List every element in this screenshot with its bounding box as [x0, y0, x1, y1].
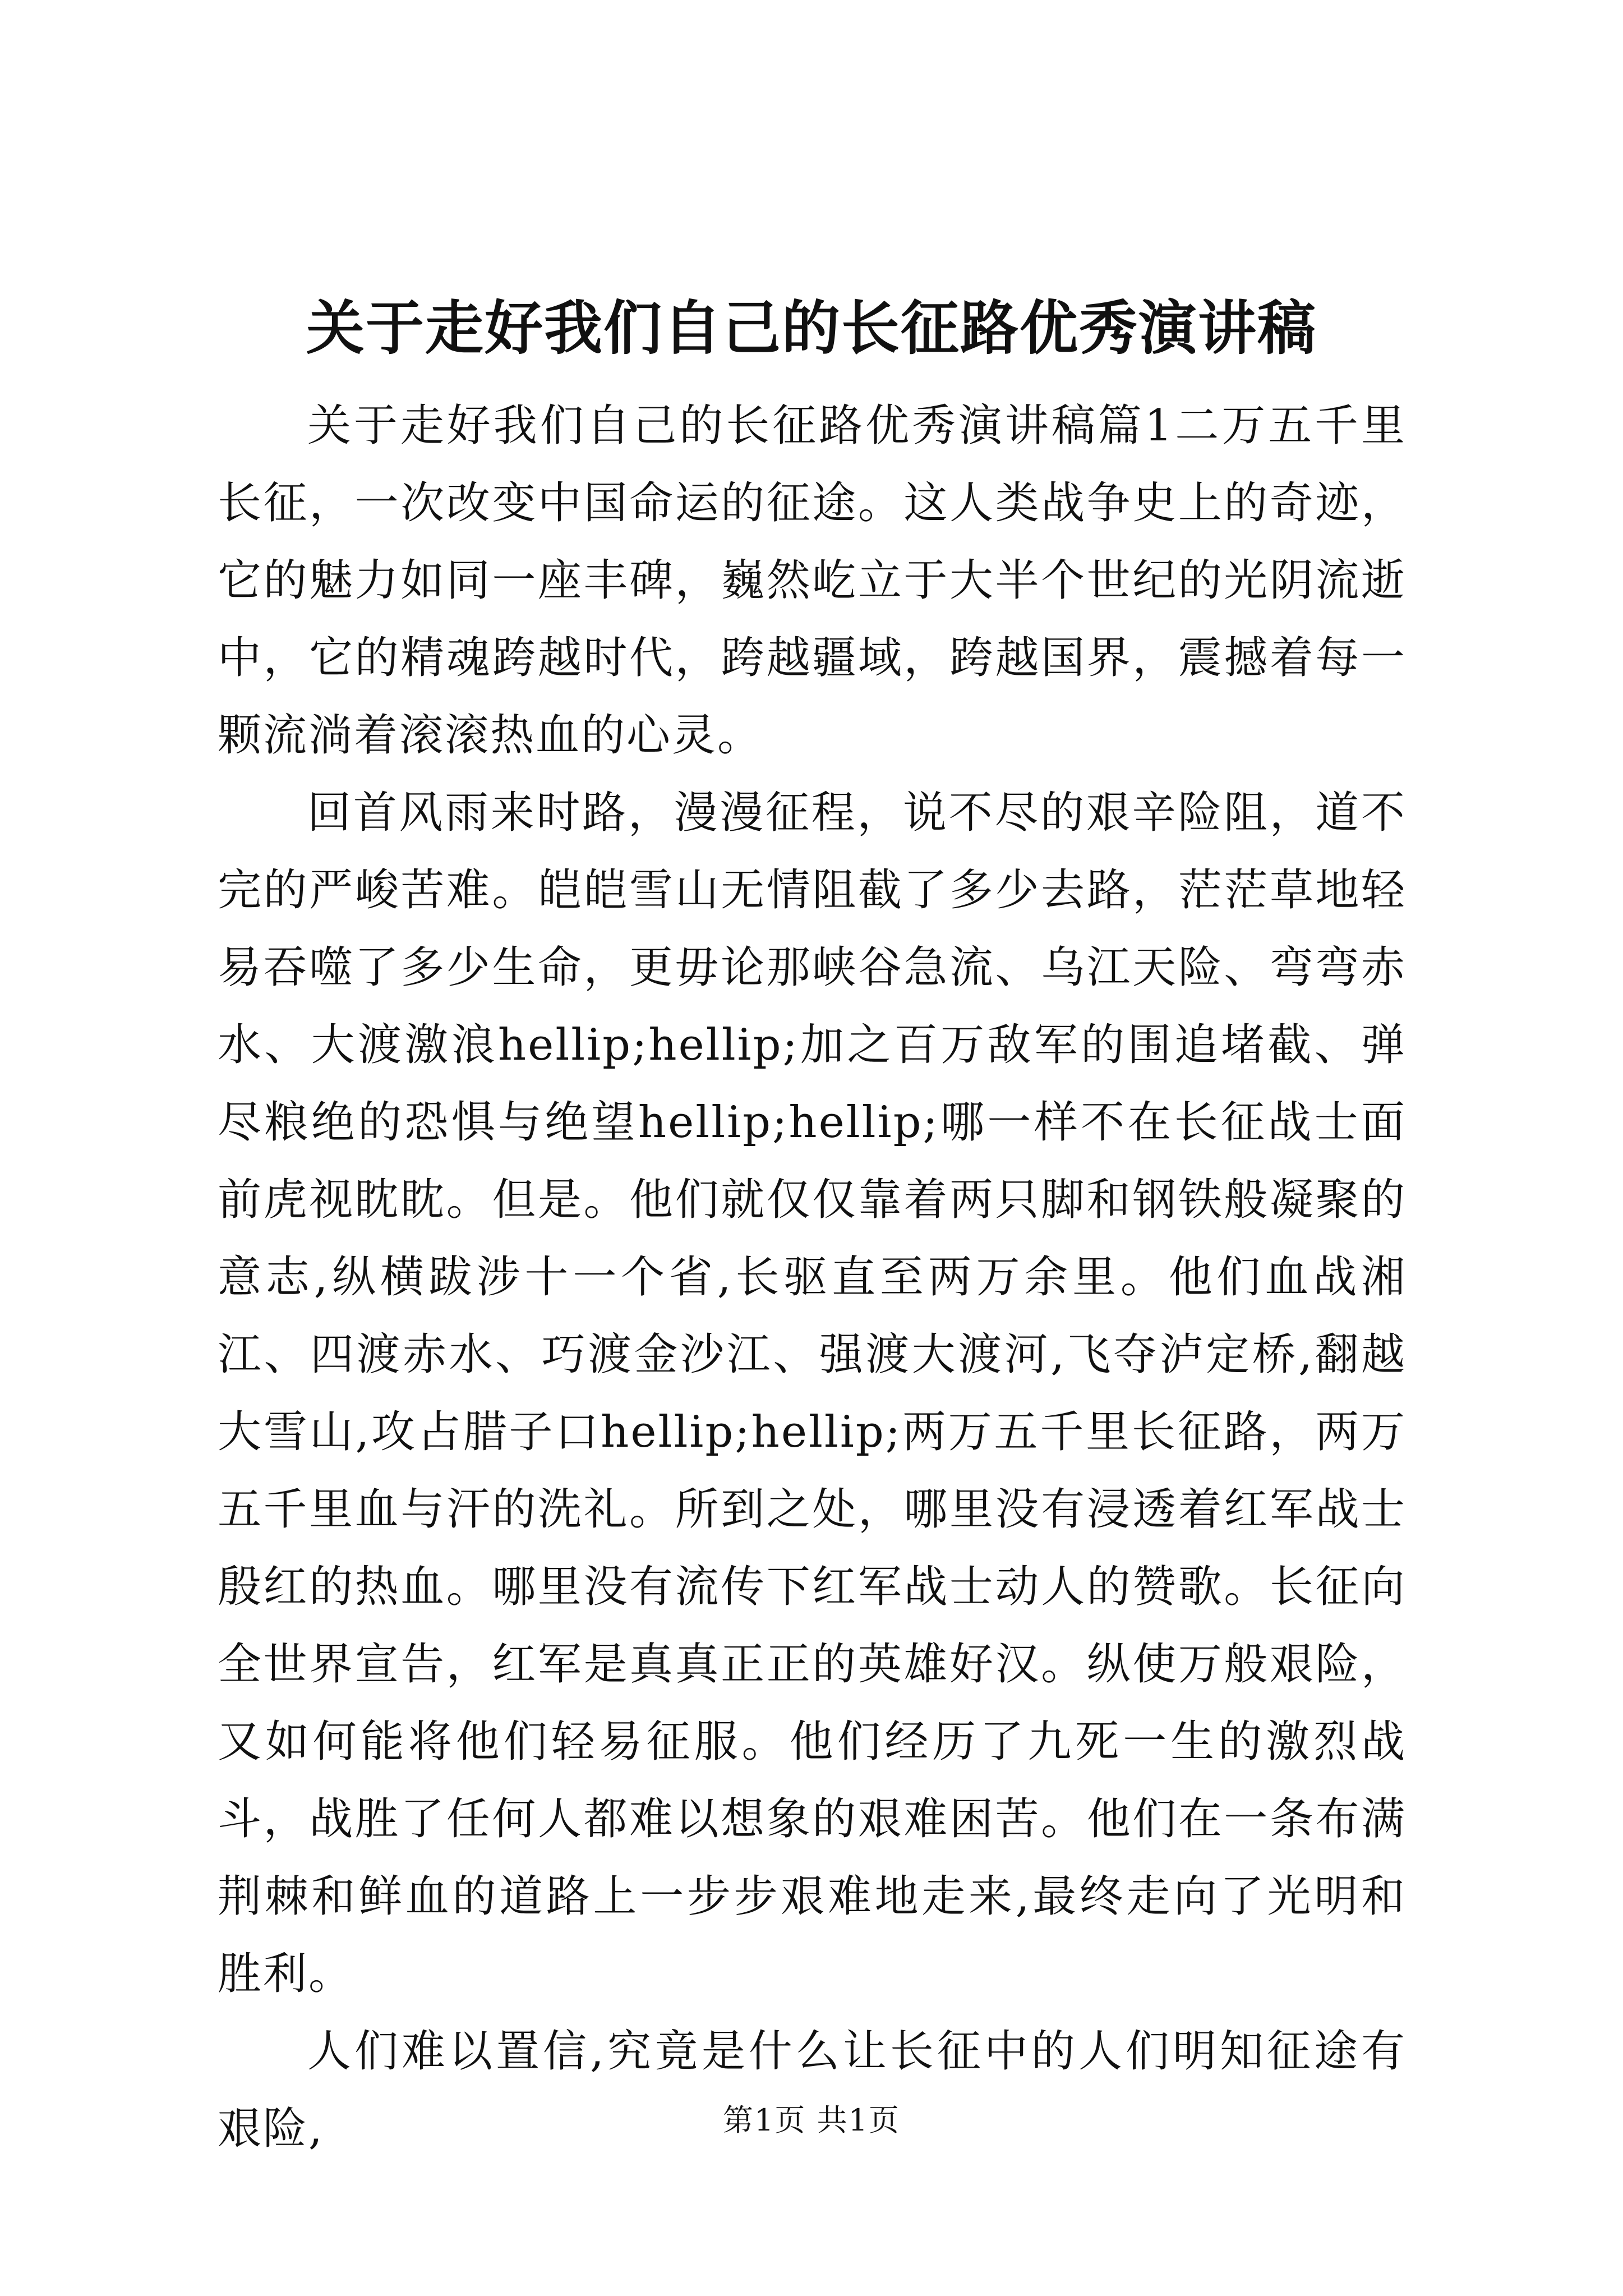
- paragraph-3: 人们难以置信,究竟是什么让长征中的人们明知征途有艰险,: [218, 2026, 1407, 2154]
- paragraph-2: 回首风雨来时路，漫漫征程，说不尽的艰辛险阻，道不完的严峻苦难。皑皑雪山无情阻截了多少去路，茫茫草地轻易吞噬了多少生命，更毋论那峡谷急流、乌江天险、弯弯赤水、大渡激浪hellip;hellip;加之百万敌军的围追堵截、弹尽粮绝的恐惧与绝望hellip;hellip;哪一样不在长征战士面前虎视眈眈。但是。他们就仅仅靠着两只脚和钢铁般凝聚的意志,纵横跋涉十一个省,长驱直至两万余里。他们血战湘江、四渡赤水、巧渡金沙江、强渡大渡河,飞夺泸定桥,翻越大雪山,攻占腊子口hellip;hellip;两万五千里长征路，两万五千里血与汗的洗礼。所到之处，哪里没有浸透着红军战士殷红的热血。哪里没有流传下红军战士动人的赞歌。长征向全世界宣告，红军是真真正正的英雄好汉。纵使万般艰险，又如何能将他们轻易征服。他们经历了九死一生的激烈战斗，战胜了任何人都难以想象的艰难困苦。他们在一条布满荆棘和鲜血的道路上一步步艰难地走来,最终走向了光明和胜利。: [218, 788, 1407, 1999]
- document-body: [218, 387, 1407, 2168]
- document-title: 关于走好我们自己的长征路优秀演讲稿: [306, 293, 1317, 362]
- page-footer: 第1页 共1页: [723, 2102, 900, 2138]
- paragraph-1: 关于走好我们自己的长征路优秀演讲稿篇1二万五千里长征，一次改变中国命运的征途。这人类战争史上的奇迹，它的魅力如同一座丰碑，巍然屹立于大半个世纪的光阴流逝中，它的精魂跨越时代，跨越疆域，跨越国界，震撼着每一颗流淌着滚滚热血的心灵。: [218, 401, 1407, 761]
